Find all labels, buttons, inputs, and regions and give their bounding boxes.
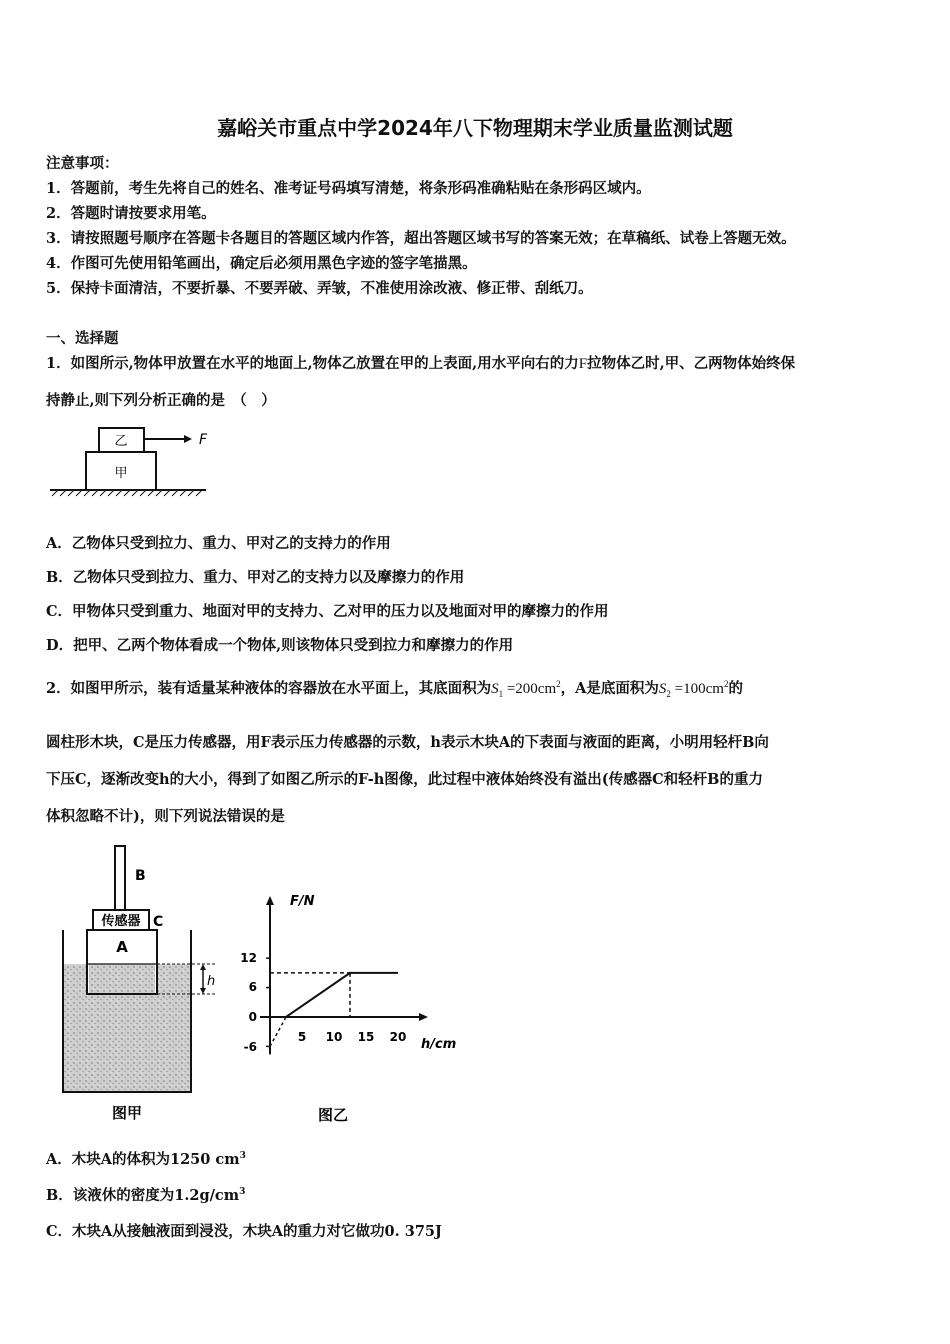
caption-a: 图甲 — [111, 1104, 143, 1122]
q2-text-line2: 圆柱形木块，C是压力传感器，用F表示压力传感器的示数，h表示木块A的下表面与液面的距离，小明用轻杆B向 — [46, 734, 769, 751]
notice-heading: 注意事项： — [46, 155, 119, 172]
x-tick-10: 10 — [325, 1030, 343, 1044]
notice-item: 1．答题前，考生先将自己的姓名、准考证号码填写清楚，将条形码准确粘贴在条形码区域内。 — [46, 180, 651, 197]
q2-option-c: C．木块A从接触液面到浸没，木块A的重力对它做功0. 375J — [46, 1223, 442, 1240]
y-tick-neg6: -6 — [243, 1040, 257, 1054]
page-title: 嘉峪关市重点中学2024年八下物理期末学业质量监测试题 — [217, 116, 733, 140]
q2-text-line4: 体积忽略不计)，则下列说法错误的是 — [46, 808, 285, 825]
q2-option-b: B．该液休的密度为$1.2g/cm^3$ — [46, 1187, 246, 1204]
q1-figure — [46, 420, 216, 500]
q2-text-line3: 下压C，逐渐改变h的大小，得到了如图乙所示的F-h图像，此过程中液体始终没有溢出(传感器C和轻杆B的重力 — [46, 771, 763, 788]
block-jia-label: 甲 — [114, 466, 128, 481]
sensor-c-label: C — [153, 914, 164, 930]
q1-option-a: A．乙物体只受到拉力、重力、甲对乙的支持力的作用 — [46, 535, 391, 552]
q1-option-c: C．甲物体只受到重力、地面对甲的支持力、乙对甲的压力以及地面对甲的摩擦力的作用 — [46, 603, 609, 620]
q1-option-b: B．乙物体只受到拉力、重力、甲对乙的支持力以及摩擦力的作用 — [46, 569, 465, 586]
q2-chart — [235, 890, 475, 1135]
block-yi-label: 乙 — [114, 434, 128, 449]
caption-b: 图乙 — [317, 1106, 349, 1124]
chart-xlabel: h/cm — [421, 1037, 457, 1052]
y-tick-12: 12 — [240, 951, 257, 965]
y-tick-0: 0 — [248, 1010, 257, 1024]
q2-text-line1: 2．如图甲所示，装有适量某种液体的容器放在水平面上，其底面积为$S_1 =200cm^2$，A是底面积为$S_2 =100cm^2$的 — [46, 679, 743, 699]
notice-item: 3．请按照题号顺序在答题卡各题目的答题区域内作答，超出答题区域书写的答案无效；在草稿纸、试卷上答题无效。 — [46, 230, 796, 247]
q1-text-line2: 持静止,则下列分析正确的是 （ ） — [46, 392, 276, 409]
q2-figure-a — [55, 840, 215, 1130]
notice-item: 4．作图可先使用铅笔画出，确定后必须用黑色字迹的签字笔描黑。 — [46, 255, 477, 272]
rod-b-label: B — [135, 868, 146, 884]
series-extension — [270, 1017, 286, 1046]
q1-option-d: D．把甲、乙两个物体看成一个物体,则该物体只受到拉力和摩擦力的作用 — [46, 637, 514, 654]
chart-ylabel: F/N — [290, 894, 315, 909]
sensor-text: 传感器 — [101, 914, 141, 929]
q2-option-a: A．木块A的体积为1250 $cm^3$ — [46, 1151, 246, 1168]
rod-b — [115, 846, 125, 910]
force-arrow-head — [184, 435, 192, 443]
block-a-label: A — [116, 938, 128, 956]
force-label: F — [199, 432, 208, 448]
block-a-submerged — [89, 964, 155, 993]
h-label: h — [207, 974, 215, 989]
x-tick-15: 15 — [357, 1030, 375, 1044]
section-heading: 一、选择题 — [46, 330, 119, 347]
notice-item: 5．保持卡面清洁，不要折暴、不要弄破、弄皱，不准使用涂改液、修正带、刮纸刀。 — [46, 280, 593, 297]
notice-item: 2．答题时请按要求用笔。 — [46, 205, 216, 222]
x-axis-arrow — [419, 1013, 428, 1021]
series-line-F — [286, 973, 398, 1017]
q1-text-line1: 1．如图所示,物体甲放置在水平的地面上,物体乙放置在甲的上表面,用水平向右的力F拉物体乙时,甲、乙两物体始终保 — [46, 355, 796, 372]
y-axis-arrow — [266, 896, 274, 905]
y-tick-6: 6 — [248, 980, 257, 994]
x-tick-20: 20 — [389, 1030, 407, 1044]
x-tick-5: 5 — [297, 1030, 307, 1044]
